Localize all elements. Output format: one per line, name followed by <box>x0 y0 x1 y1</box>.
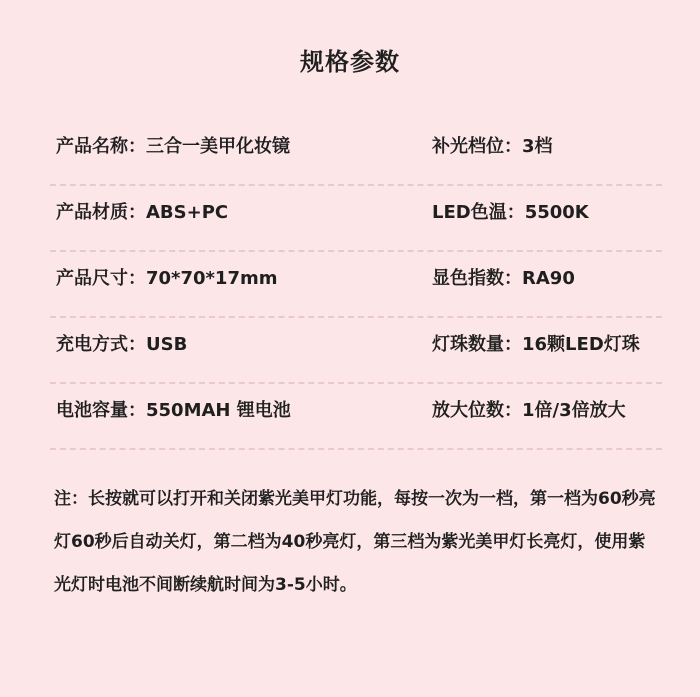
spec-size: 产品尺寸：70*70*17mm <box>56 268 278 289</box>
spec-product-name: 产品名称：三合一美甲化妆镜 <box>56 136 290 157</box>
spec-color-rendering: 显色指数：RA90 <box>432 268 575 289</box>
dashed-divider <box>50 448 662 450</box>
spec-led-count: 灯珠数量：16颗LED灯珠 <box>432 334 640 355</box>
usage-note: 注：长按就可以打开和关闭紫光美甲灯功能，每按一次为一档，第一档为60秒亮灯60秒后自动关灯，第二档为40秒亮灯，第三档为紫光美甲灯长亮灯，使用紫光灯时电池不间断续航时间为3-5小时。 <box>54 489 656 595</box>
spec-color-temperature: LED色温：5500K <box>432 202 589 223</box>
spec-row-1 <box>50 120 662 186</box>
spec-light-levels: 补光档位：3档 <box>432 136 553 157</box>
spec-title: 规格参数 <box>300 48 400 76</box>
spec-charging: 充电方式：USB <box>56 334 188 355</box>
spec-row-3 <box>50 252 662 318</box>
spec-row-5 <box>50 384 662 450</box>
spec-magnification: 放大位数：1倍/3倍放大 <box>432 400 626 421</box>
spec-battery: 电池容量：550MAH 锂电池 <box>56 400 291 421</box>
spec-material: 产品材质：ABS+PC <box>56 202 229 223</box>
spec-row-4 <box>50 318 662 384</box>
spec-row-2 <box>50 186 662 252</box>
